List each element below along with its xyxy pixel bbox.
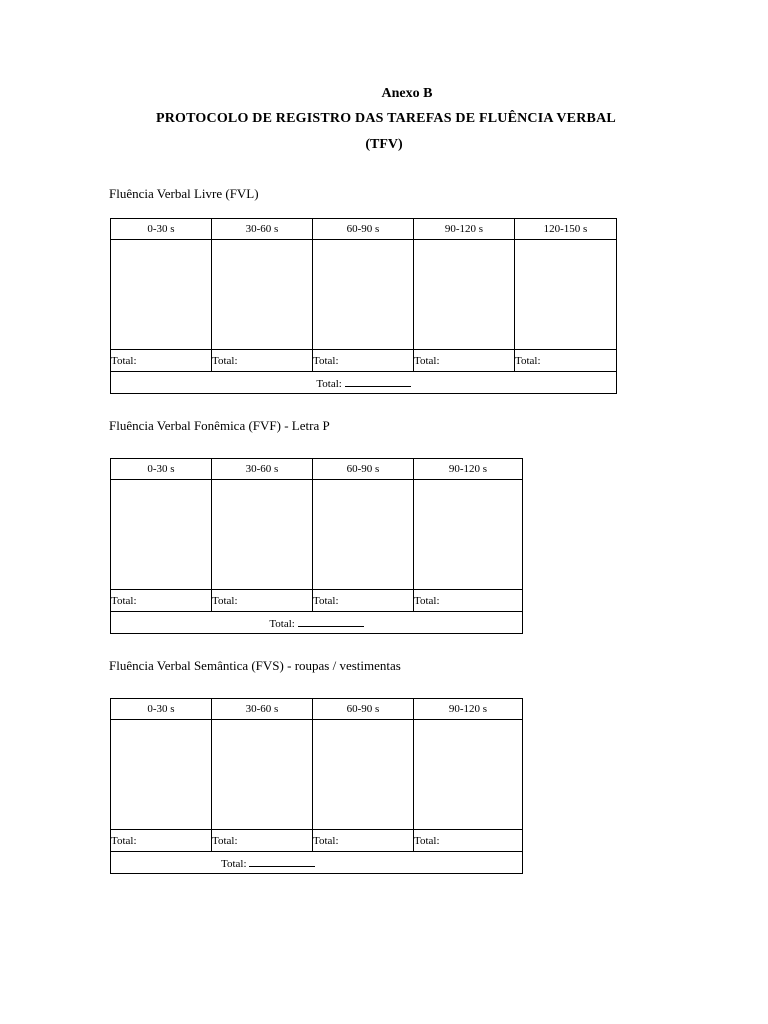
fvf-grand-total-row <box>111 612 523 634</box>
fvs-entry-row <box>111 720 523 830</box>
fvl-subtotal-label: Total: <box>515 350 617 372</box>
fvs-col-header: 0-30 s <box>111 699 212 720</box>
fvf-subtotal-label: Total: <box>111 590 212 612</box>
document-title-abbrev: (TFV) <box>365 137 403 152</box>
fvf-subtotal-label: Total: <box>212 590 313 612</box>
fvf-grand-total <box>111 612 523 634</box>
fvl-subtotal-row <box>111 350 617 372</box>
fvs-subtotal-label: Total: <box>111 830 212 852</box>
fvs-entry-cell[interactable] <box>212 720 313 830</box>
fvl-grand-total-label: Total: <box>316 378 342 390</box>
fvl-grand-total-row <box>111 372 617 394</box>
fvf-col-header: 60-90 s <box>313 459 414 480</box>
fvf-grand-total-label: Total: <box>269 618 295 630</box>
section-title-fvl: Fluência Verbal Livre (FVL) <box>109 186 259 201</box>
section-title-fvf: Fluência Verbal Fonêmica (FVF) - Letra P <box>109 418 330 433</box>
fvl-grand-total <box>111 372 617 394</box>
fvs-subtotal-label: Total: <box>313 830 414 852</box>
fvf-subtotal-label: Total: <box>414 590 523 612</box>
fvl-col-header: 30-60 s <box>212 219 313 240</box>
document-title: PROTOCOLO DE REGISTRO DAS TAREFAS DE FLUÊNCIA VERBAL <box>156 111 616 126</box>
fvs-subtotal-label: Total: <box>414 830 523 852</box>
fvf-header-row <box>111 459 523 480</box>
fvf-subtotal-row <box>111 590 523 612</box>
fvl-entry-row <box>111 240 617 350</box>
fvl-subtotal-label: Total: <box>111 350 212 372</box>
fvs-grand-total-row <box>111 852 523 874</box>
fvs-entry-cell[interactable] <box>414 720 523 830</box>
fvl-subtotal-label: Total: <box>212 350 313 372</box>
fvf-entry-row <box>111 480 523 590</box>
fvf-subtotal-label: Total: <box>313 590 414 612</box>
annex-label: Anexo B <box>381 86 433 101</box>
fvs-grand-total <box>111 852 523 874</box>
fvf-col-header: 30-60 s <box>212 459 313 480</box>
fvs-entry-cell[interactable] <box>313 720 414 830</box>
fvs-grand-total-label: Total: <box>221 858 247 870</box>
fvs-col-header: 90-120 s <box>414 699 523 720</box>
fvs-col-header: 60-90 s <box>313 699 414 720</box>
fvf-table <box>110 458 523 634</box>
fvf-col-header: 0-30 s <box>111 459 212 480</box>
fvf-col-header: 90-120 s <box>414 459 523 480</box>
fvs-subtotal-row <box>111 830 523 852</box>
fvl-subtotal-label: Total: <box>313 350 414 372</box>
fvf-grand-total-blank[interactable] <box>298 615 364 627</box>
fvs-subtotal-label: Total: <box>212 830 313 852</box>
fvs-header-row <box>111 699 523 720</box>
fvl-col-header: 0-30 s <box>111 219 212 240</box>
fvl-grand-total-blank[interactable] <box>345 375 411 387</box>
fvl-table <box>110 218 617 394</box>
fvf-entry-cell[interactable] <box>212 480 313 590</box>
fvl-col-header: 60-90 s <box>313 219 414 240</box>
fvl-entry-cell[interactable] <box>111 240 212 350</box>
fvl-entry-cell[interactable] <box>515 240 617 350</box>
fvl-entry-cell[interactable] <box>313 240 414 350</box>
fvf-entry-cell[interactable] <box>111 480 212 590</box>
fvf-entry-cell[interactable] <box>414 480 523 590</box>
fvs-table <box>110 698 523 874</box>
fvl-entry-cell[interactable] <box>414 240 515 350</box>
fvs-entry-cell[interactable] <box>111 720 212 830</box>
fvl-col-header: 90-120 s <box>414 219 515 240</box>
fvl-col-header: 120-150 s <box>515 219 617 240</box>
section-title-fvs: Fluência Verbal Semântica (FVS) - roupas / vestimentas <box>109 658 401 673</box>
fvf-entry-cell[interactable] <box>313 480 414 590</box>
fvl-subtotal-label: Total: <box>414 350 515 372</box>
fvl-header-row <box>111 219 617 240</box>
fvl-entry-cell[interactable] <box>212 240 313 350</box>
fvs-grand-total-blank[interactable] <box>249 855 315 867</box>
fvs-col-header: 30-60 s <box>212 699 313 720</box>
